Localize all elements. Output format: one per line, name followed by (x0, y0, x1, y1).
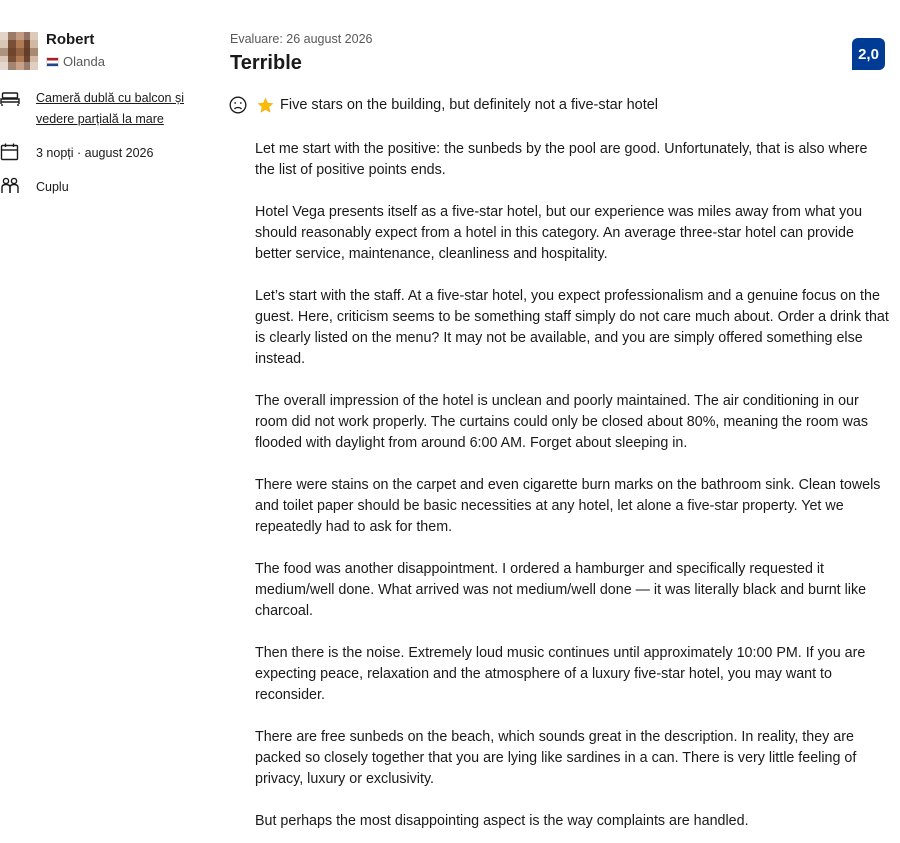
room-type-link[interactable]: Cameră dublă cu balcon și vedere parțială la mare (36, 91, 184, 126)
netherlands-flag-icon (46, 57, 59, 67)
review-paragraph: Then there is the noise. Extremely loud music continues until approximately 10:00 PM. If you are expecting peace, relaxation and the atmosphere of a luxury five-star hotel, you may want to reconsider. (255, 645, 866, 703)
calendar-icon (0, 143, 22, 161)
room-type-row (0, 88, 184, 130)
review-paragraph: The food was another disappointment. I ordered a hamburger and specifically requested it medium/well done. What arrived was not medium/well done — it was literally black and burnt like charcoal. (255, 561, 867, 619)
traveler-type-row (0, 177, 69, 198)
country-label: Olanda (63, 54, 105, 69)
score-badge: 2,0 (852, 38, 885, 70)
headline-text: Five stars on the building, but definitely not a five-star hotel (280, 97, 659, 113)
star-icon (256, 96, 274, 114)
review-date: Evaluare: 26 august 2026 (230, 32, 373, 46)
stay-duration-row (0, 143, 153, 164)
review-title: Terrible (230, 52, 302, 74)
review-paragraph: Hotel Vega presents itself as a five-star hotel, but our experience was miles away from what you should reasonably expect from a hotel in this category. An average three-star hotel can provide better service, maintenance, cleanliness and hospitality. (255, 204, 863, 262)
reviewer-country (46, 54, 105, 69)
reviewer-name: Robert (46, 31, 95, 48)
people-icon (0, 177, 22, 195)
traveler-type: Cuplu (36, 180, 69, 194)
review-headline (229, 96, 658, 114)
review-paragraph: There are free sunbeds on the beach, which sounds great in the description. In reality, they are packed so closely together that you are lying like sardines in a can. There is very little feeling of privacy, luxury or exclusivity. (255, 729, 857, 787)
review-paragraph: The overall impression of the hotel is unclean and poorly maintained. The air conditioning in our room did not work properly. The curtains could only be closed about 80%, meaning the room was flooded with daylight from around 6:00 AM. Forget about sleeping in. (255, 393, 868, 451)
review-body (255, 139, 890, 843)
sad-face-icon (229, 96, 247, 114)
review-paragraph: But perhaps the most disappointing aspect is the way complaints are handled. (255, 813, 749, 829)
review-paragraph: Let me start with the positive: the sunbeds by the pool are good. Unfortunately, that is also where the list of positive points ends. (255, 141, 868, 178)
bed-icon (0, 90, 22, 108)
stay-duration: 3 nopți · august 2026 (36, 146, 154, 160)
avatar (0, 32, 38, 70)
review-paragraph: Let’s start with the staff. At a five-star hotel, you expect professionalism and a genuine focus on the guest. Here, criticism seems to be something staff simply do not care much about. Order a drink that is clearly listed on the menu? It may not be available, and you are simply offered something else instead. (255, 288, 889, 367)
review-paragraph: There were stains on the carpet and even cigarette burn marks on the bathroom sink. Clean towels and toilet paper should be basic necessities at any hotel, let alone a five-star property. Yet we repeatedly had to ask for them. (255, 477, 881, 535)
